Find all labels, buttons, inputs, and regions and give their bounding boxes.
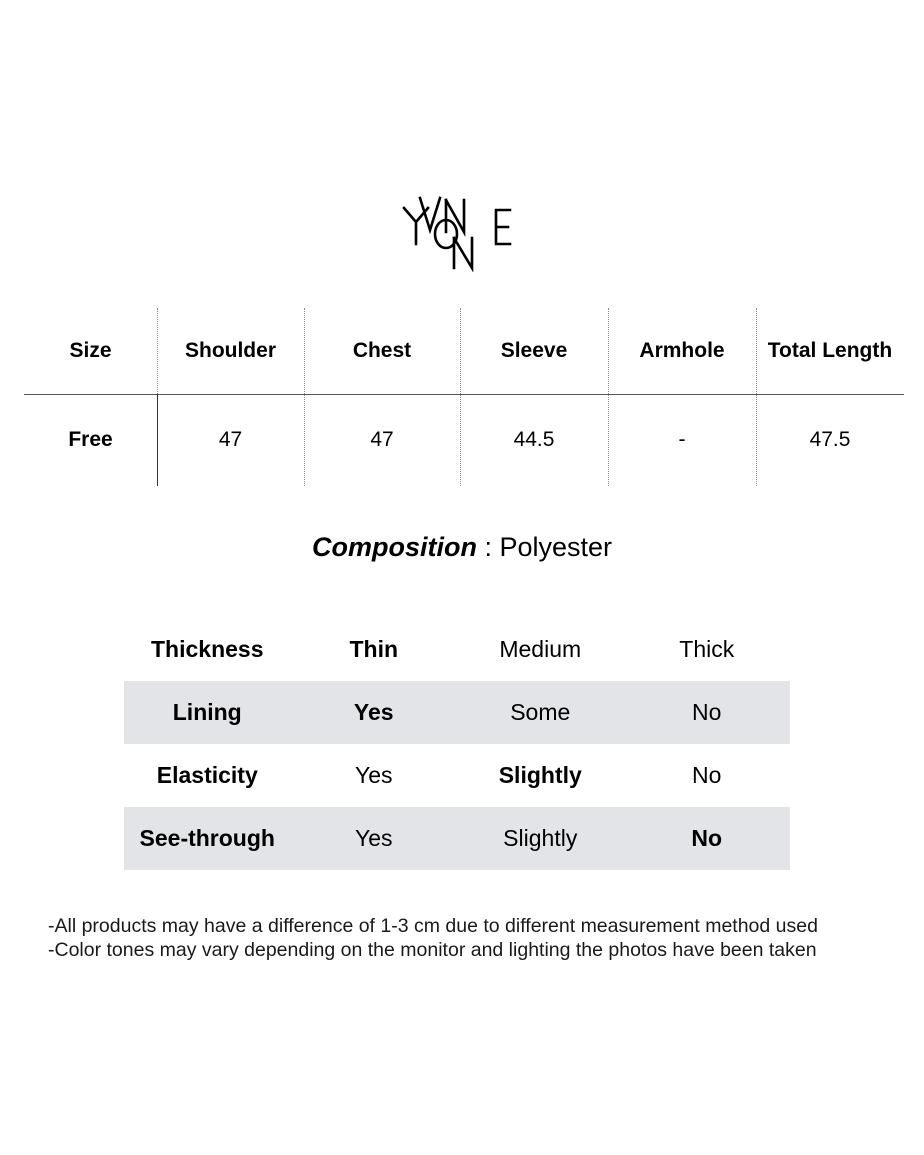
column-divider: [608, 308, 609, 486]
property-option: Some: [510, 699, 571, 725]
property-option: Yes: [354, 825, 393, 851]
header-size: Size: [69, 339, 112, 362]
property-row-thickness: [124, 618, 790, 681]
property-option: No: [692, 699, 722, 725]
property-row-see-through: [124, 807, 790, 870]
note-color: -Color tones may vary depending on the monitor and lighting the photos have been taken: [48, 939, 817, 961]
column-divider: [756, 308, 757, 486]
property-row-elasticity: [124, 744, 790, 807]
composition-label: Composition: [311, 532, 477, 562]
brand-monogram-logo-icon: [396, 192, 520, 272]
table-row: [24, 394, 904, 486]
size-table-header-row: [24, 308, 904, 394]
shoulder-value: 47: [218, 428, 243, 451]
property-option: Thick: [679, 636, 735, 662]
property-option-selected: Slightly: [498, 762, 582, 788]
note-measurement: -All products may have a difference of 1-3 cm due to different measurement method used: [48, 915, 818, 937]
column-divider: [157, 308, 158, 394]
column-divider: [304, 308, 305, 486]
brand-logo: [396, 192, 520, 272]
header-sleeve: Sleeve: [500, 339, 568, 362]
header-divider: [24, 394, 904, 395]
property-label: See-through: [139, 825, 275, 851]
property-label: Elasticity: [156, 762, 258, 788]
header-armhole: Armhole: [639, 339, 725, 362]
composition-separator: :: [476, 532, 500, 562]
chest-value: 47: [370, 428, 394, 451]
composition-value: Polyester: [499, 532, 613, 562]
property-option: Slightly: [503, 825, 578, 851]
size-value: Free: [68, 428, 113, 451]
column-divider: [157, 394, 158, 486]
property-option: Medium: [499, 636, 582, 662]
property-option-selected: Thin: [349, 636, 399, 662]
property-option-selected: No: [691, 825, 723, 851]
property-label: Lining: [172, 699, 242, 725]
property-option: Yes: [354, 762, 393, 788]
armhole-value: -: [678, 428, 686, 451]
composition-line: [0, 532, 924, 563]
disclaimer-notes: [48, 914, 908, 962]
property-option-selected: Yes: [353, 699, 394, 725]
header-shoulder: Shoulder: [184, 339, 276, 362]
header-total-length: Total Length: [767, 339, 893, 362]
property-label: Thickness: [151, 636, 264, 662]
column-divider: [460, 308, 461, 486]
size-table: [24, 308, 904, 486]
fabric-properties-table: [124, 618, 790, 870]
total-length-value: 47.5: [809, 428, 851, 451]
sleeve-value: 44.5: [513, 428, 555, 451]
header-chest: Chest: [352, 339, 412, 362]
property-row-lining: [124, 681, 790, 744]
property-option: No: [692, 762, 722, 788]
